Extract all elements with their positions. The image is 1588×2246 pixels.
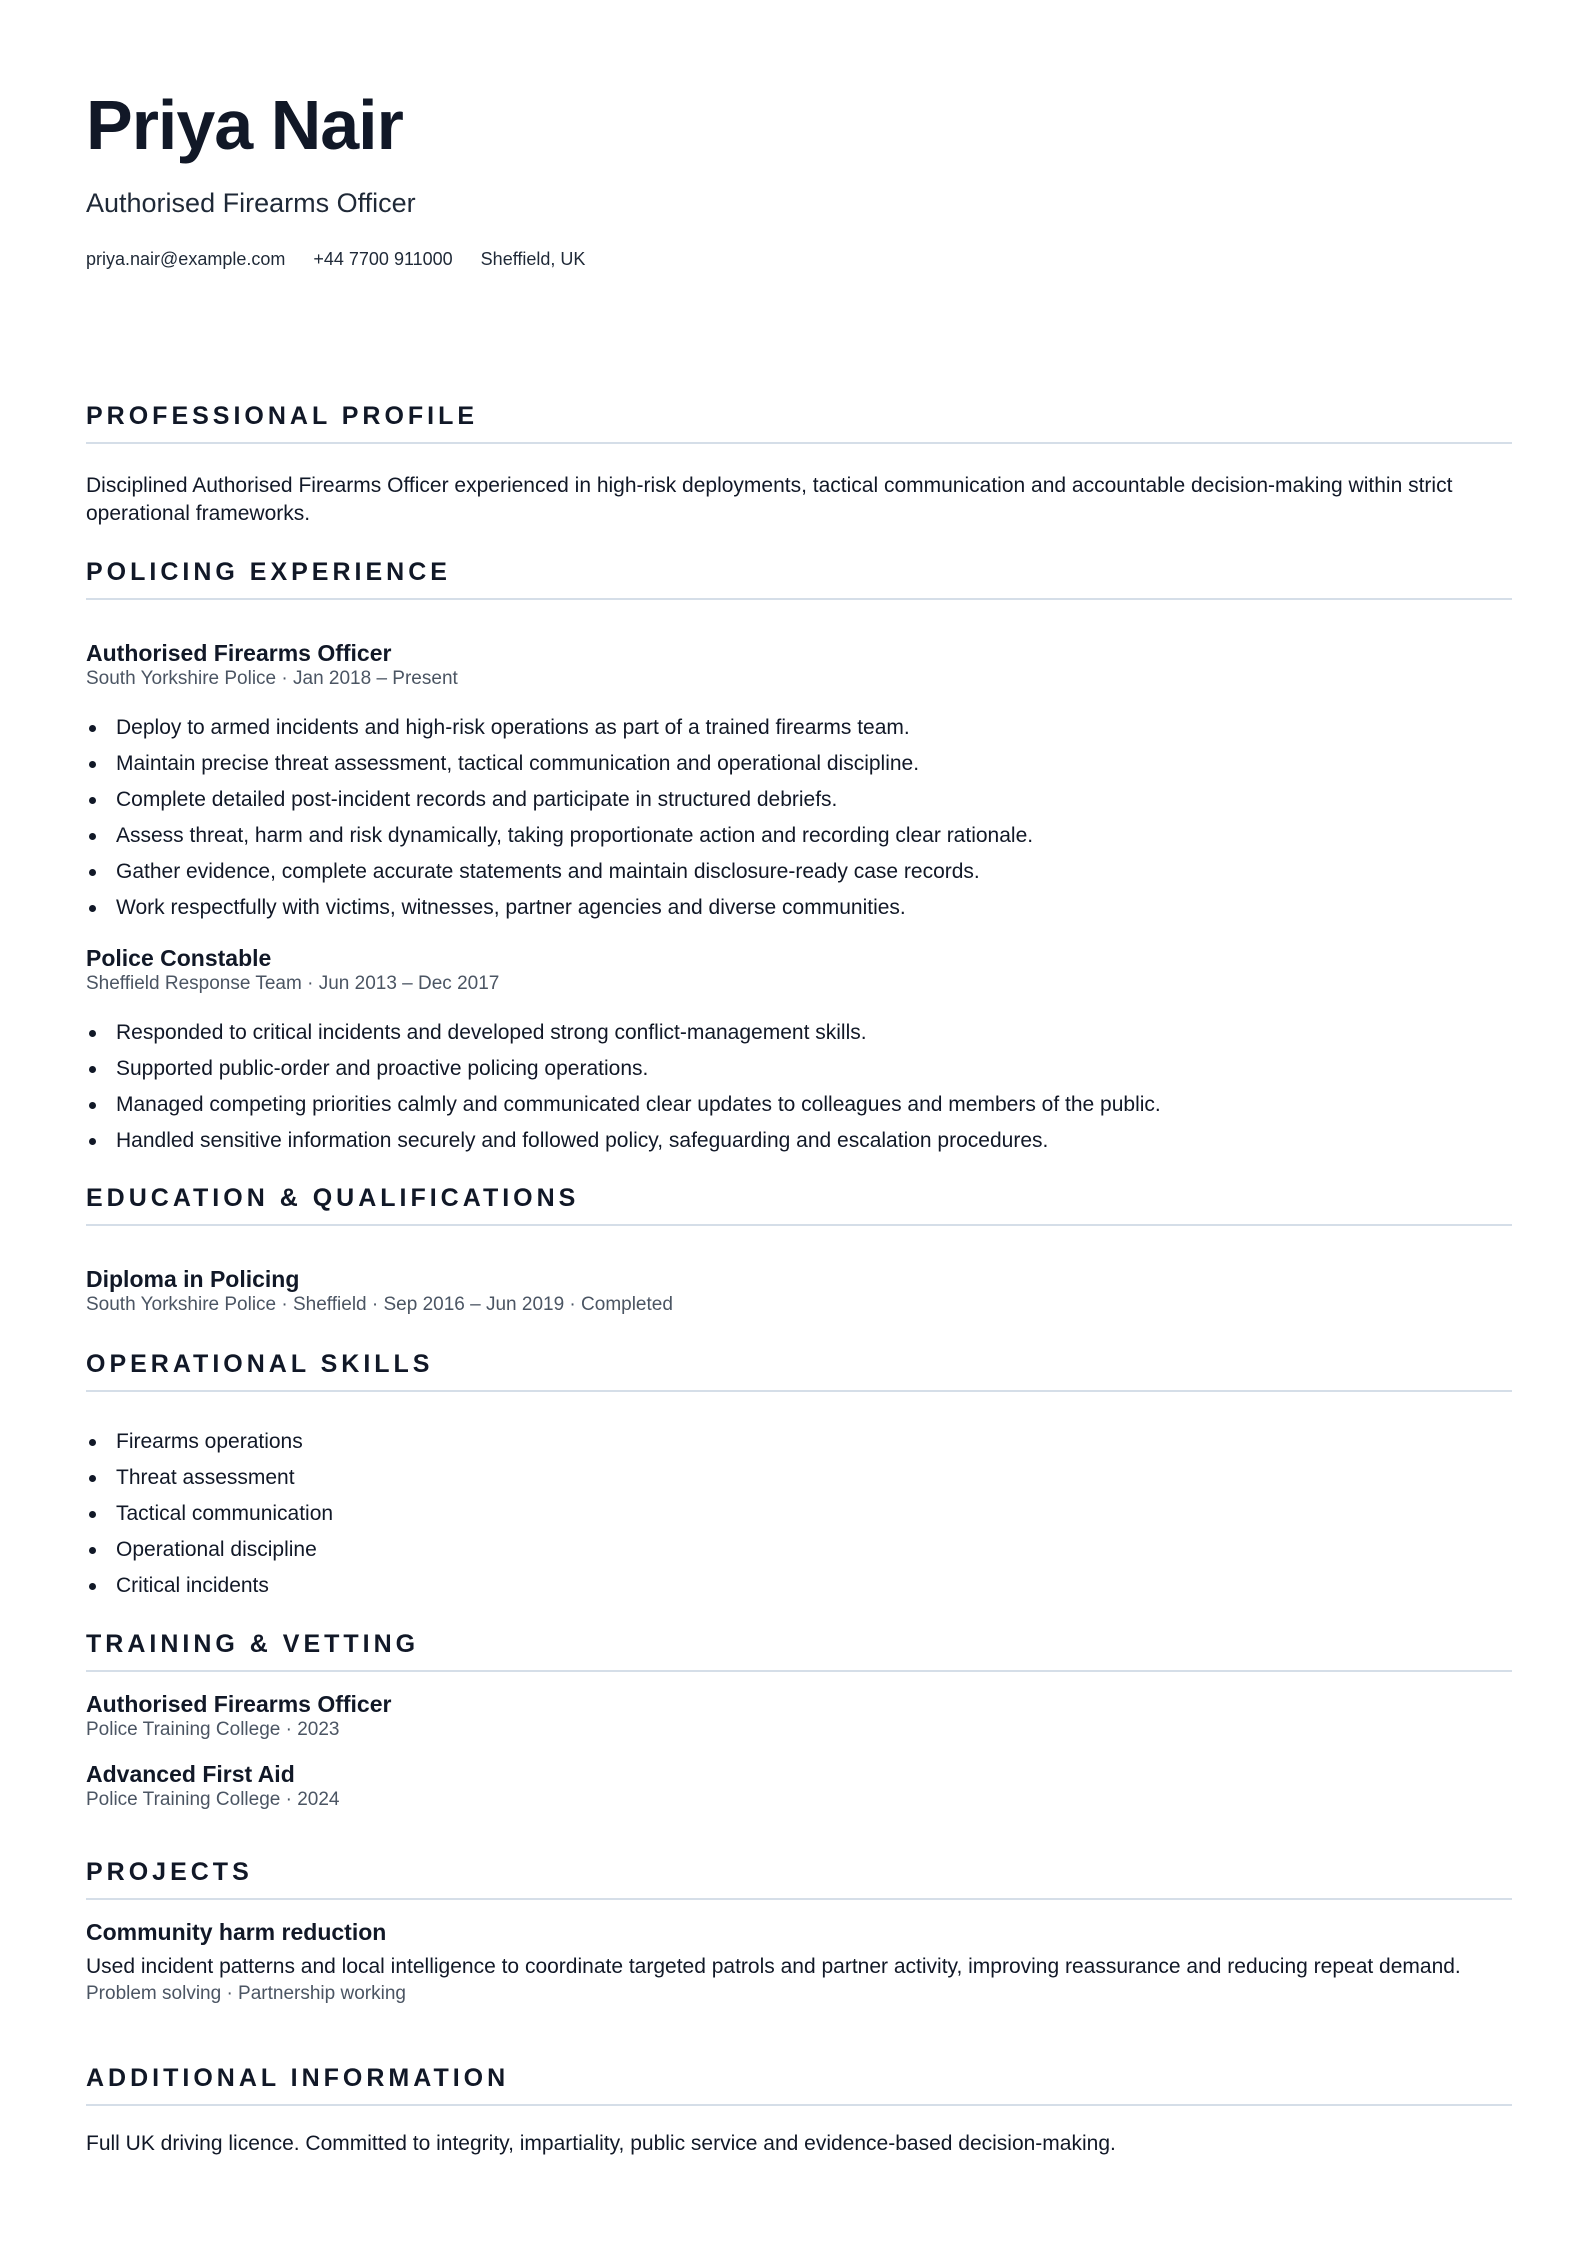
section-title-experience: POLICING EXPERIENCE xyxy=(86,558,451,586)
contact-phone[interactable]: +44 7700 911000 xyxy=(313,249,453,269)
section-title-training: TRAINING & VETTING xyxy=(86,1630,420,1658)
list-item: Responded to critical incidents and developed strong conflict-management skills. xyxy=(86,1015,1161,1051)
job-meta: South Yorkshire Police · Jan 2018 – Present xyxy=(86,668,458,689)
section-divider xyxy=(86,442,1512,444)
job-title: Authorised Firearms Officer xyxy=(86,640,392,666)
section-title-additional: ADDITIONAL INFORMATION xyxy=(86,2064,510,2092)
section-title-education: EDUCATION & QUALIFICATIONS xyxy=(86,1184,580,1212)
skill-item: Operational discipline xyxy=(86,1532,333,1568)
project-tags: Problem solving · Partnership working xyxy=(86,1983,406,2004)
list-item: Work respectfully with victims, witnesses, partner agencies and diverse communities. xyxy=(86,890,1033,926)
candidate-headline: Authorised Firearms Officer xyxy=(86,188,416,218)
contact-line xyxy=(86,249,585,270)
candidate-name: Priya Nair xyxy=(86,86,403,164)
qualification-meta: South Yorkshire Police · Sheffield · Sep 2016 – Jun 2019 · Completed xyxy=(86,1294,673,1315)
section-title-projects: PROJECTS xyxy=(86,1858,253,1886)
skill-item: Threat assessment xyxy=(86,1460,333,1496)
list-item: Assess threat, harm and risk dynamically, taking proportionate action and recording clear rationale. xyxy=(86,818,1033,854)
training-meta: Police Training College · 2023 xyxy=(86,1719,340,1740)
section-divider xyxy=(86,1224,1512,1226)
job-title: Police Constable xyxy=(86,945,272,971)
list-item: Maintain precise threat assessment, tactical communication and operational discipline. xyxy=(86,746,1033,782)
contact-email[interactable]: priya.nair@example.com xyxy=(86,249,286,269)
training-name: Advanced First Aid xyxy=(86,1761,295,1787)
list-item: Supported public-order and proactive policing operations. xyxy=(86,1051,1161,1087)
additional-text: Full UK driving licence. Committed to integrity, impartiality, public service and evidence-based decision-making. xyxy=(86,2132,1116,2155)
list-item: Deploy to armed incidents and high-risk operations as part of a trained firearms team. xyxy=(86,710,1033,746)
training-meta: Police Training College · 2024 xyxy=(86,1789,340,1810)
section-divider xyxy=(86,1670,1512,1672)
section-divider xyxy=(86,1898,1512,1900)
skills-list xyxy=(86,1424,333,1604)
skill-item: Firearms operations xyxy=(86,1424,333,1460)
project-name: Community harm reduction xyxy=(86,1919,387,1945)
contact-location: Sheffield, UK xyxy=(480,249,586,269)
profile-summary: Disciplined Authorised Firearms Officer experienced in high-risk deployments, tactical communication and accountable decision-making within strict operational frameworks. xyxy=(86,474,1453,525)
section-divider xyxy=(86,598,1512,600)
section-title-profile: PROFESSIONAL PROFILE xyxy=(86,402,479,430)
section-title-skills: OPERATIONAL SKILLS xyxy=(86,1350,434,1378)
skill-item: Tactical communication xyxy=(86,1496,333,1532)
training-name: Authorised Firearms Officer xyxy=(86,1691,392,1717)
list-item: Complete detailed post-incident records and participate in structured debriefs. xyxy=(86,782,1033,818)
skill-item: Critical incidents xyxy=(86,1568,333,1604)
qualification-name: Diploma in Policing xyxy=(86,1266,300,1292)
list-item: Handled sensitive information securely and followed policy, safeguarding and escalation procedures. xyxy=(86,1123,1161,1159)
section-divider xyxy=(86,2104,1512,2106)
list-item: Gather evidence, complete accurate statements and maintain disclosure-ready case records. xyxy=(86,854,1033,890)
job-meta: Sheffield Response Team · Jun 2013 – Dec 2017 xyxy=(86,973,500,994)
project-description: Used incident patterns and local intelligence to coordinate targeted patrols and partner activity, improving reassurance and reducing repeat demand. xyxy=(86,1955,1461,1978)
list-item: Managed competing priorities calmly and communicated clear updates to colleagues and members of the public. xyxy=(86,1087,1161,1123)
section-divider xyxy=(86,1390,1512,1392)
job-bullets xyxy=(86,1015,1161,1159)
job-bullets xyxy=(86,710,1033,926)
